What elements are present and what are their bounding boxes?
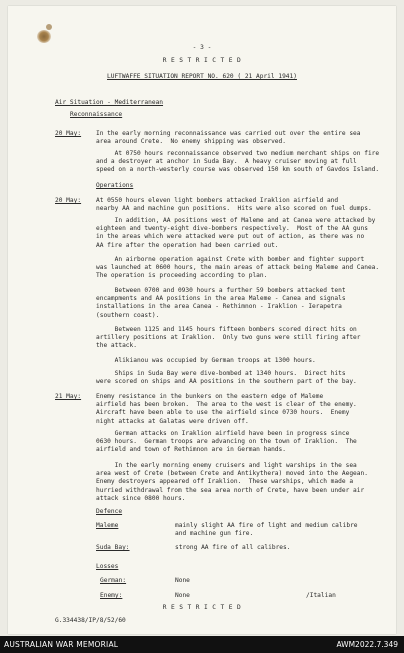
enemy-label: Enemy: bbox=[100, 592, 123, 599]
maleme-text: mainly slight AA fire of light and medium calibre and machine gun fire. bbox=[175, 522, 358, 538]
date-20-may-ops: 20 May: bbox=[55, 197, 82, 204]
may21-paragraph-1: Enemy resistance in the bunkers on the eastern edge of Maleme airfield has been broken. The area to the west is clear of the enemy. Aircraft have been able to use the airfield since 0730 hours. Enemy night attacks at Galatas were driven off. bbox=[96, 393, 357, 425]
ink-stain bbox=[37, 30, 51, 43]
recon-paragraph-1: In the early morning reconnaissance was carried out over the entire sea area around Crete. No enemy shipping was observed. bbox=[96, 130, 361, 146]
archive-footer bbox=[0, 636, 404, 653]
date-20-may: 20 May: bbox=[55, 130, 82, 137]
ops-paragraph-1: At 0550 hours eleven light bombers attacked Iraklion airfield and nearby AA and machine gun positions. Hits were also scored on fuel dumps. bbox=[96, 197, 372, 213]
institution-name: AUSTRALIAN WAR MEMORIAL bbox=[4, 640, 119, 649]
german-label: German: bbox=[100, 577, 127, 584]
sub-reconnaissance: Reconnaissance bbox=[70, 111, 123, 118]
date-21-may: 21 May: bbox=[55, 393, 82, 400]
catalogue-number: AWM2022.7.349 bbox=[336, 640, 398, 649]
page-number: - 3 - bbox=[192, 44, 212, 51]
ink-stain-small bbox=[46, 24, 52, 30]
recon-paragraph-2: At 0750 hours reconnaissance observed two medium merchant ships on fire and a destroyer at anchor in Suda Bay. A heavy cruiser moving at full speed on a north-westerly course was observed 150 km south of Gavdos Island. bbox=[96, 150, 380, 174]
sub-defence: Defence bbox=[96, 508, 123, 515]
report-title: LUFTWAFFE SITUATION REPORT NO. 620 ( 21 April 1941) bbox=[107, 73, 297, 80]
german-value: None bbox=[175, 577, 190, 584]
suda-bay-text: strong AA fire of all calibres. bbox=[175, 544, 291, 551]
reference-number: G.334438/IP/8/52/60 bbox=[55, 617, 126, 624]
sub-losses: Losses bbox=[96, 563, 119, 570]
section-air-situation: Air Situation - Mediterranean bbox=[55, 99, 164, 106]
ops-paragraph-4: Between 0700 and 0930 hours a further 59 bombers attacked tent encampments and AA positions in the area Maleme - Canea and signals installations in the area Canea - Rethimnon - Iraklion - Ierapetra (southern coast). bbox=[96, 287, 346, 319]
sub-operations: Operations bbox=[96, 182, 134, 189]
ops-paragraph-7: Ships in Suda Bay were dive-bombed at 1340 hours. Direct hits were scored on ships and AA positions in the southern part of the bay. bbox=[96, 370, 357, 386]
classification-top: R E S T R I C T E D bbox=[162, 57, 242, 64]
may21-paragraph-2: German attacks on Iraklion airfield have been in progress since 0630 hours. German troops are advancing on the town of Iraklion. The airfield and town of Rethimnon are in German hands. bbox=[96, 430, 357, 454]
continued-marker: /Italian bbox=[306, 592, 336, 599]
maleme-label: Maleme bbox=[96, 522, 119, 529]
ops-paragraph-3: An airborne operation against Crete with bomber and fighter support was launched at 0600 hours, the main areas of attack being Maleme and Canea. The operation is proceeding according to plan. bbox=[96, 256, 380, 280]
classification-bottom: R E S T R I C T E D bbox=[162, 604, 242, 611]
ops-paragraph-6: Alikianou was occupied by German troops at 1300 hours. bbox=[96, 357, 316, 364]
may21-paragraph-3: In the early morning enemy cruisers and light warships in the sea area west of Crete (between Crete and Antikythera) moved into the Aegean. Enemy destroyers appeared off Iraklion. These warships, which made a hurried withdrawal from the sea area north of Crete, have been under air attack since 0800 hours. bbox=[96, 462, 368, 502]
enemy-value: None bbox=[175, 592, 190, 599]
ops-paragraph-2: In addition, AA positions west of Maleme and at Canea were attacked by eighteen and twenty-eight dive-bombers respectively. Most of the AA guns in the areas which were attacked were put out of action, as there was no AA fire after the operation had been carried out. bbox=[96, 217, 376, 249]
ops-paragraph-5: Between 1125 and 1145 hours fifteen bombers scored direct hits on artillery positions at Iraklion. Only two guns were still firing after the attack. bbox=[96, 326, 361, 350]
suda-bay-label: Suda Bay: bbox=[96, 544, 130, 551]
